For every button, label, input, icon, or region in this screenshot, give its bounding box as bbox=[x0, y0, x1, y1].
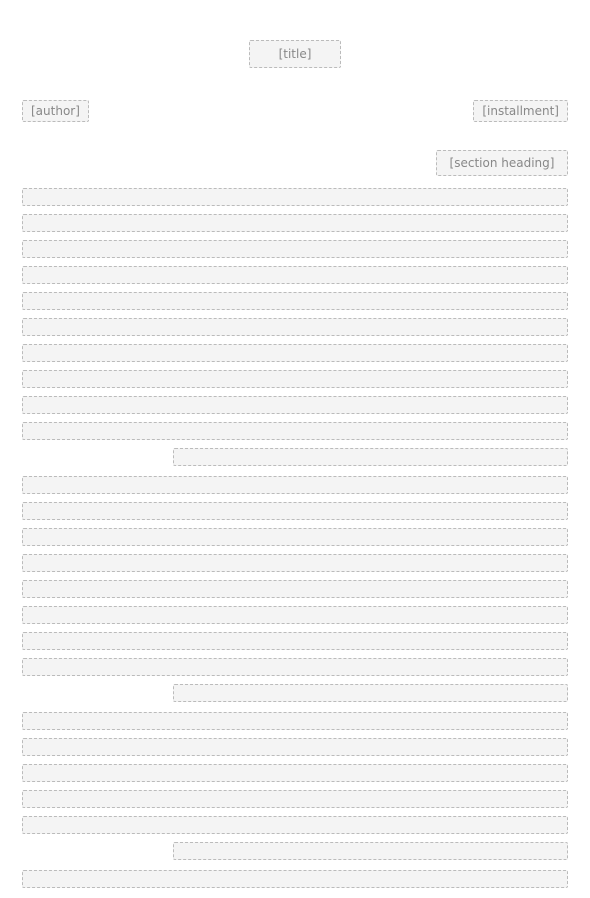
text-line-placeholder bbox=[22, 606, 568, 624]
text-line-placeholder bbox=[22, 764, 568, 782]
text-line-placeholder bbox=[22, 790, 568, 808]
article-title-placeholder: [title] bbox=[249, 40, 341, 68]
text-line-placeholder bbox=[173, 684, 568, 702]
text-line-placeholder bbox=[22, 738, 568, 756]
text-line-placeholder bbox=[22, 580, 568, 598]
text-line-placeholder bbox=[173, 448, 568, 466]
article-body bbox=[22, 188, 568, 898]
text-line-placeholder bbox=[22, 266, 568, 284]
text-line-placeholder bbox=[22, 816, 568, 834]
text-line-placeholder bbox=[22, 318, 568, 336]
body-paragraph-placeholder bbox=[22, 188, 568, 466]
text-line-placeholder bbox=[22, 292, 568, 310]
text-line-placeholder bbox=[173, 842, 568, 860]
text-line-placeholder bbox=[22, 396, 568, 414]
text-line-placeholder bbox=[22, 370, 568, 388]
author-placeholder: [author] bbox=[22, 100, 89, 122]
text-line-placeholder bbox=[22, 214, 568, 232]
text-line-placeholder bbox=[22, 344, 568, 362]
text-line-placeholder bbox=[22, 554, 568, 572]
body-paragraph-placeholder bbox=[22, 712, 568, 860]
body-paragraph-placeholder bbox=[22, 870, 568, 888]
text-line-placeholder bbox=[22, 502, 568, 520]
text-line-placeholder bbox=[22, 528, 568, 546]
text-line-placeholder bbox=[22, 188, 568, 206]
section-heading-placeholder: [section heading] bbox=[436, 150, 568, 176]
article-meta bbox=[22, 100, 568, 122]
text-line-placeholder bbox=[22, 240, 568, 258]
text-line-placeholder bbox=[22, 870, 568, 888]
body-paragraph-placeholder bbox=[22, 476, 568, 702]
section-heading bbox=[436, 150, 568, 176]
article-title bbox=[0, 40, 590, 68]
text-line-placeholder bbox=[22, 712, 568, 730]
installment-placeholder: [installment] bbox=[473, 100, 568, 122]
text-line-placeholder bbox=[22, 422, 568, 440]
text-line-placeholder bbox=[22, 632, 568, 650]
text-line-placeholder bbox=[22, 476, 568, 494]
text-line-placeholder bbox=[22, 658, 568, 676]
